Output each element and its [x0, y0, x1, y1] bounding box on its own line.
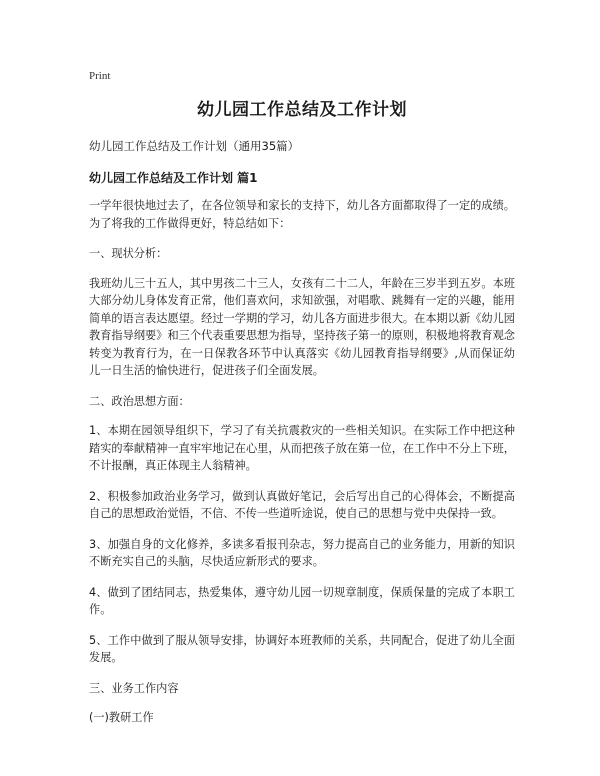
heading-political: 二、政治思想方面： — [89, 394, 190, 408]
heading-status-analysis: 一、现状分析： — [89, 247, 168, 260]
political-item-4: 4、做到了团结同志，热爱集体，遵守幼儿园一切规章制度，保质保量的完成了本职工作。 — [89, 585, 515, 616]
page-title: 幼儿园工作总结及工作计划 — [197, 100, 407, 120]
political-item-2: 2、积极参加政治业务学习，做到认真做好笔记，会后写出自己的心得体会，不断提高自己的思想政治觉悟，不信、不传一些道听途说，使自己的思想与党中央保持一致。 — [89, 489, 515, 520]
political-item-1: 1、本期在园领导组织下，学习了有关抗震救灾的一些相关知识。在实际工作中把这种踏实的奉献精神一直牢牢地记在心里，从而把孩子放在第一位，在工作中不分上下班，不计报酬，真正体现主人翁精神。 — [89, 424, 515, 472]
political-item-5: 5、工作中做到了服从领导安排，协调好本班教师的关系，共同配合，促进了幼儿全面发展。 — [89, 633, 515, 664]
status-analysis-paragraph: 我班幼儿三十五人，其中男孩二十三人，女孩有二十二人，年龄在三岁半到五岁。本班大部分幼儿身体发育正常，他们喜欢问，求知欲强，对唱歌、跳舞有一定的兴趣，能用简单的语言表达愿望。经过一学期的学习，幼儿各方面进步很大。在本期以新《幼儿园教育指导纲要》和三个代表重要思想为指导，坚持孩子第一的原则，积极地将教育观念转变为教育行为，在一日保教各环节中认真落实《幼儿园教育指导纲要》,从而保证幼儿一日生活的愉快进行，促进孩子们全面发展。 — [89, 276, 515, 377]
section-title: 幼儿园工作总结及工作计划 篇1 — [89, 171, 258, 185]
political-item-3: 3、加强自身的文化修养，多读多看报刊杂志，努力提高自己的业务能力，用新的知识不断充实自己的头脑，尽快适应新形式的要求。 — [89, 537, 515, 568]
document-subtitle: 幼儿园工作总结及工作计划（通用35篇） — [89, 139, 300, 153]
heading-business-work: 三、业务工作内容 — [89, 681, 179, 695]
print-label: Print — [89, 70, 111, 82]
heading-teaching-research: (一)教研工作 — [89, 711, 154, 724]
document-page — [89, 68, 515, 739]
intro-paragraph: 一学年很快地过去了，在各位领导和家长的支持下，幼儿各方面都取得了一定的成绩。为了将我的工作做得更好，特总结如下： — [89, 199, 515, 230]
